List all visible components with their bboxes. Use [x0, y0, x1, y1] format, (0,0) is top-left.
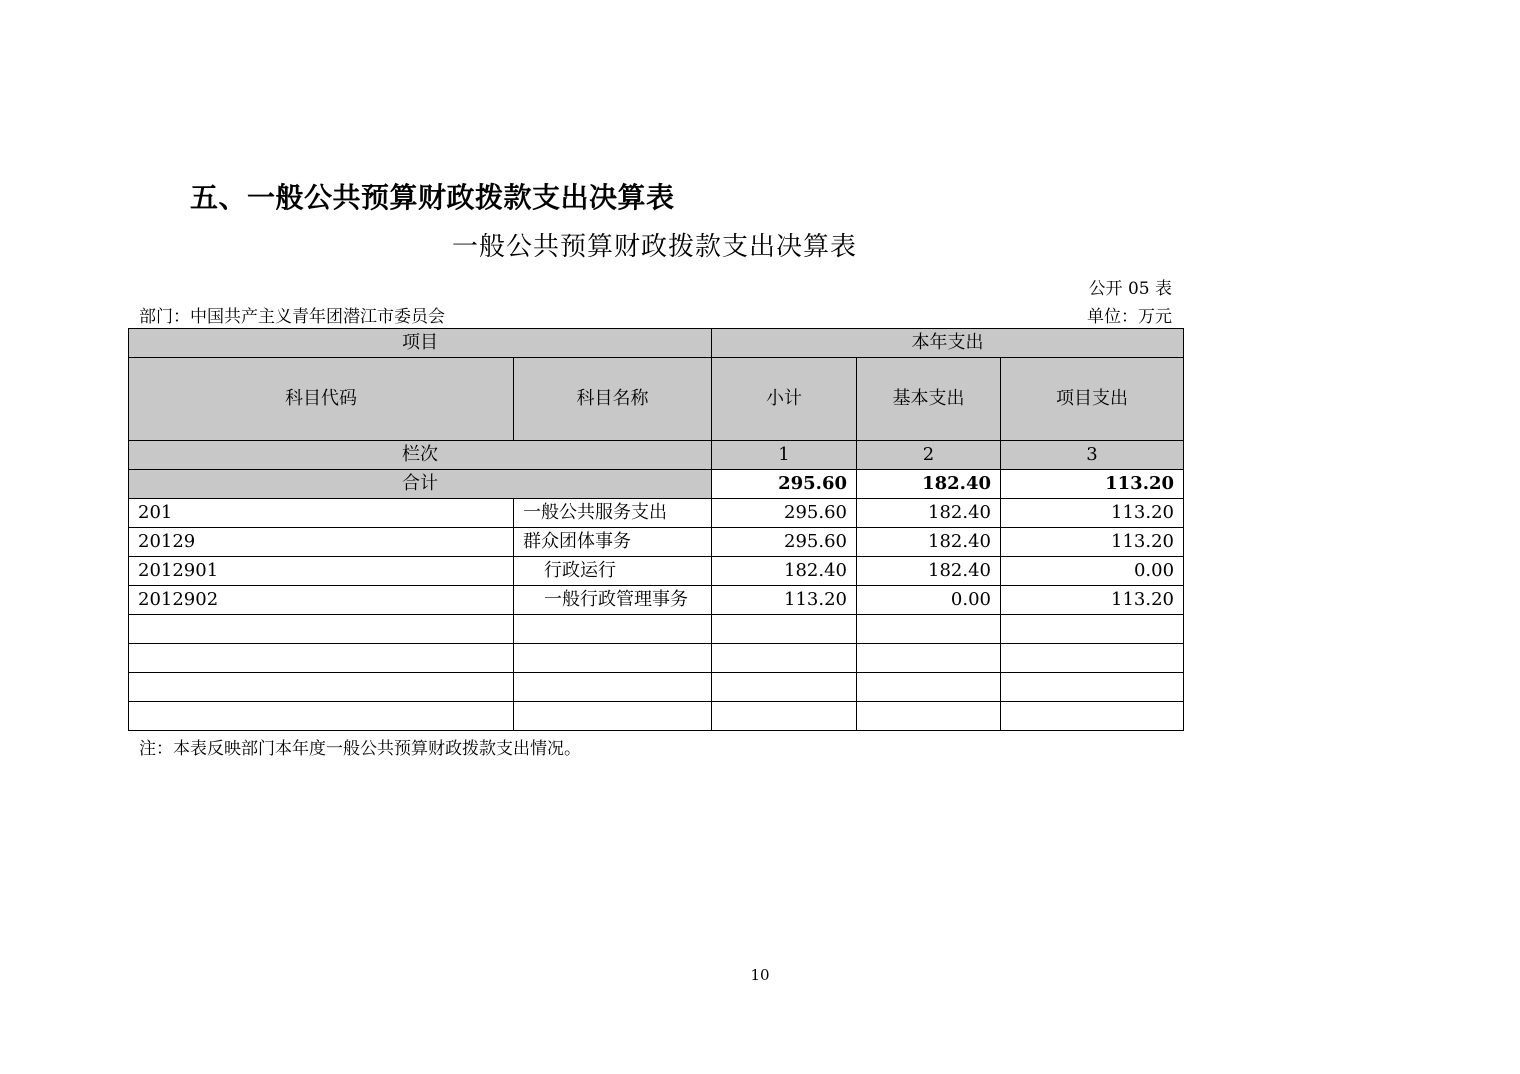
total-subtotal: 295.60	[712, 470, 857, 499]
header-item: 项目	[129, 329, 712, 358]
row-index	[129, 441, 1184, 470]
row-project: 113.20	[1001, 586, 1184, 615]
empty-cell	[1001, 673, 1184, 702]
row-name: 行政运行	[514, 557, 712, 586]
empty-cell	[129, 615, 514, 644]
header-row-columns	[129, 358, 1184, 441]
row-index-1: 1	[712, 441, 857, 470]
row-name: 一般行政管理事务	[514, 586, 712, 615]
unit-label: 单位：万元	[1087, 307, 1172, 327]
empty-row	[129, 702, 1184, 731]
empty-cell	[712, 702, 857, 731]
table-title: 一般公共预算财政拨款支出决算表	[452, 232, 858, 262]
row-name: 一般公共服务支出	[514, 499, 712, 528]
total-project: 113.20	[1001, 470, 1184, 499]
col-subtotal-header: 小计	[712, 358, 857, 441]
empty-cell	[857, 673, 1001, 702]
row-basic: 182.40	[857, 499, 1001, 528]
row-subtotal: 295.60	[712, 499, 857, 528]
empty-cell	[129, 644, 514, 673]
empty-cell	[857, 615, 1001, 644]
total-row	[129, 470, 1184, 499]
col-project-header: 项目支出	[1001, 358, 1184, 441]
page-number: 10	[750, 966, 770, 984]
col-name-header: 科目名称	[514, 358, 712, 441]
empty-cell	[857, 644, 1001, 673]
row-subtotal: 295.60	[712, 528, 857, 557]
empty-cell	[1001, 702, 1184, 731]
col-basic-header: 基本支出	[857, 358, 1001, 441]
table-row	[129, 557, 1184, 586]
department-label: 部门：中国共产主义青年团潜江市委员会	[139, 307, 445, 327]
empty-cell	[129, 673, 514, 702]
row-code: 201	[129, 499, 514, 528]
row-basic: 182.40	[857, 528, 1001, 557]
empty-cell	[712, 673, 857, 702]
table-row	[129, 528, 1184, 557]
total-basic: 182.40	[857, 470, 1001, 499]
empty-cell	[129, 702, 514, 731]
row-code: 2012902	[129, 586, 514, 615]
expenditure-table	[128, 328, 1184, 731]
empty-row	[129, 615, 1184, 644]
row-code: 2012901	[129, 557, 514, 586]
empty-row	[129, 673, 1184, 702]
total-label: 合计	[129, 470, 712, 499]
row-name: 群众团体事务	[514, 528, 712, 557]
row-subtotal: 182.40	[712, 557, 857, 586]
row-index-label: 栏次	[129, 441, 712, 470]
row-index-2: 2	[857, 441, 1001, 470]
header-row-top	[129, 329, 1184, 358]
empty-row	[129, 644, 1184, 673]
row-index-3: 3	[1001, 441, 1184, 470]
form-number: 公开 05 表	[1088, 279, 1172, 299]
empty-cell	[857, 702, 1001, 731]
section-heading: 五、一般公共预算财政拨款支出决算表	[190, 181, 675, 214]
table-note: 注：本表反映部门本年度一般公共预算财政拨款支出情况。	[139, 739, 581, 759]
empty-cell	[514, 644, 712, 673]
row-project: 0.00	[1001, 557, 1184, 586]
table-row	[129, 586, 1184, 615]
row-basic: 182.40	[857, 557, 1001, 586]
table-row	[129, 499, 1184, 528]
empty-cell	[712, 615, 857, 644]
empty-cell	[514, 702, 712, 731]
header-expense: 本年支出	[712, 329, 1184, 358]
empty-cell	[514, 615, 712, 644]
row-basic: 0.00	[857, 586, 1001, 615]
empty-cell	[1001, 615, 1184, 644]
empty-cell	[1001, 644, 1184, 673]
col-code-header: 科目代码	[129, 358, 514, 441]
empty-cell	[514, 673, 712, 702]
row-subtotal: 113.20	[712, 586, 857, 615]
row-project: 113.20	[1001, 528, 1184, 557]
empty-cell	[712, 644, 857, 673]
row-code: 20129	[129, 528, 514, 557]
row-project: 113.20	[1001, 499, 1184, 528]
